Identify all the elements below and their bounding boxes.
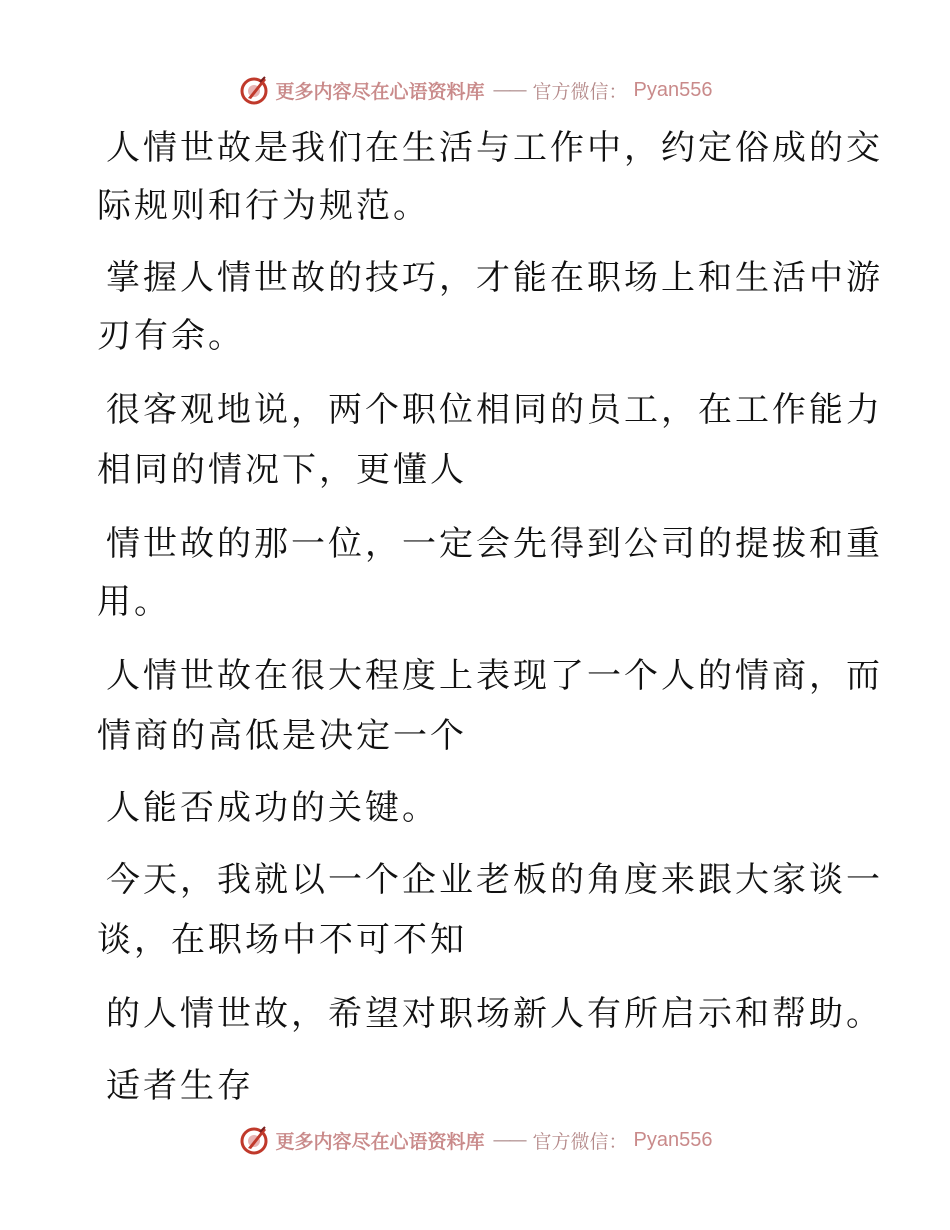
paragraph-line: 人情世故是我们在生活与工作中，约定俗成的交	[106, 128, 883, 168]
paragraph-line: 今天，我就以一个企业老板的角度来跟大家谈一	[106, 860, 883, 900]
paragraph-line: 刃有余。	[97, 316, 245, 356]
paragraph-line: 人能否成功的关键。	[106, 788, 439, 828]
paragraph-line: 的人情世故，希望对职场新人有所启示和帮助。	[106, 994, 883, 1034]
banner-site-text: 更多内容尽在心语资料库	[275, 80, 485, 103]
quill-logo-icon	[238, 1124, 270, 1156]
banner-wechat-id: Pyan556	[633, 1128, 713, 1151]
paragraph-line: 相同的情况下，更懂人	[97, 450, 467, 490]
banner-dash: ——	[492, 1129, 525, 1151]
paragraph-line: 掌握人情世故的技巧，才能在职场上和生活中游	[106, 258, 883, 298]
banner-site-text: 更多内容尽在心语资料库	[275, 1130, 485, 1153]
banner-wechat-label: 官方微信：	[532, 80, 628, 103]
paragraph-line: 人情世故在很大程度上表现了一个人的情商，而	[106, 656, 883, 696]
paragraph-line: 情世故的那一位，一定会先得到公司的提拔和重	[106, 524, 883, 564]
banner-wechat-id: Pyan556	[633, 78, 713, 101]
paragraph-line: 际规则和行为规范。	[97, 186, 430, 226]
paragraph-line: 谈，在职场中不可不知	[97, 920, 467, 960]
banner-wechat-label: 官方微信：	[532, 1130, 628, 1153]
paragraph-line: 情商的高低是决定一个	[97, 716, 467, 756]
paragraph-line: 用。	[97, 582, 171, 622]
section-heading: 适者生存	[106, 1066, 254, 1106]
banner-dash: ——	[492, 79, 525, 101]
paragraph-line: 很客观地说，两个职位相同的员工，在工作能力	[106, 390, 883, 430]
footer-banner	[0, 1120, 950, 1160]
